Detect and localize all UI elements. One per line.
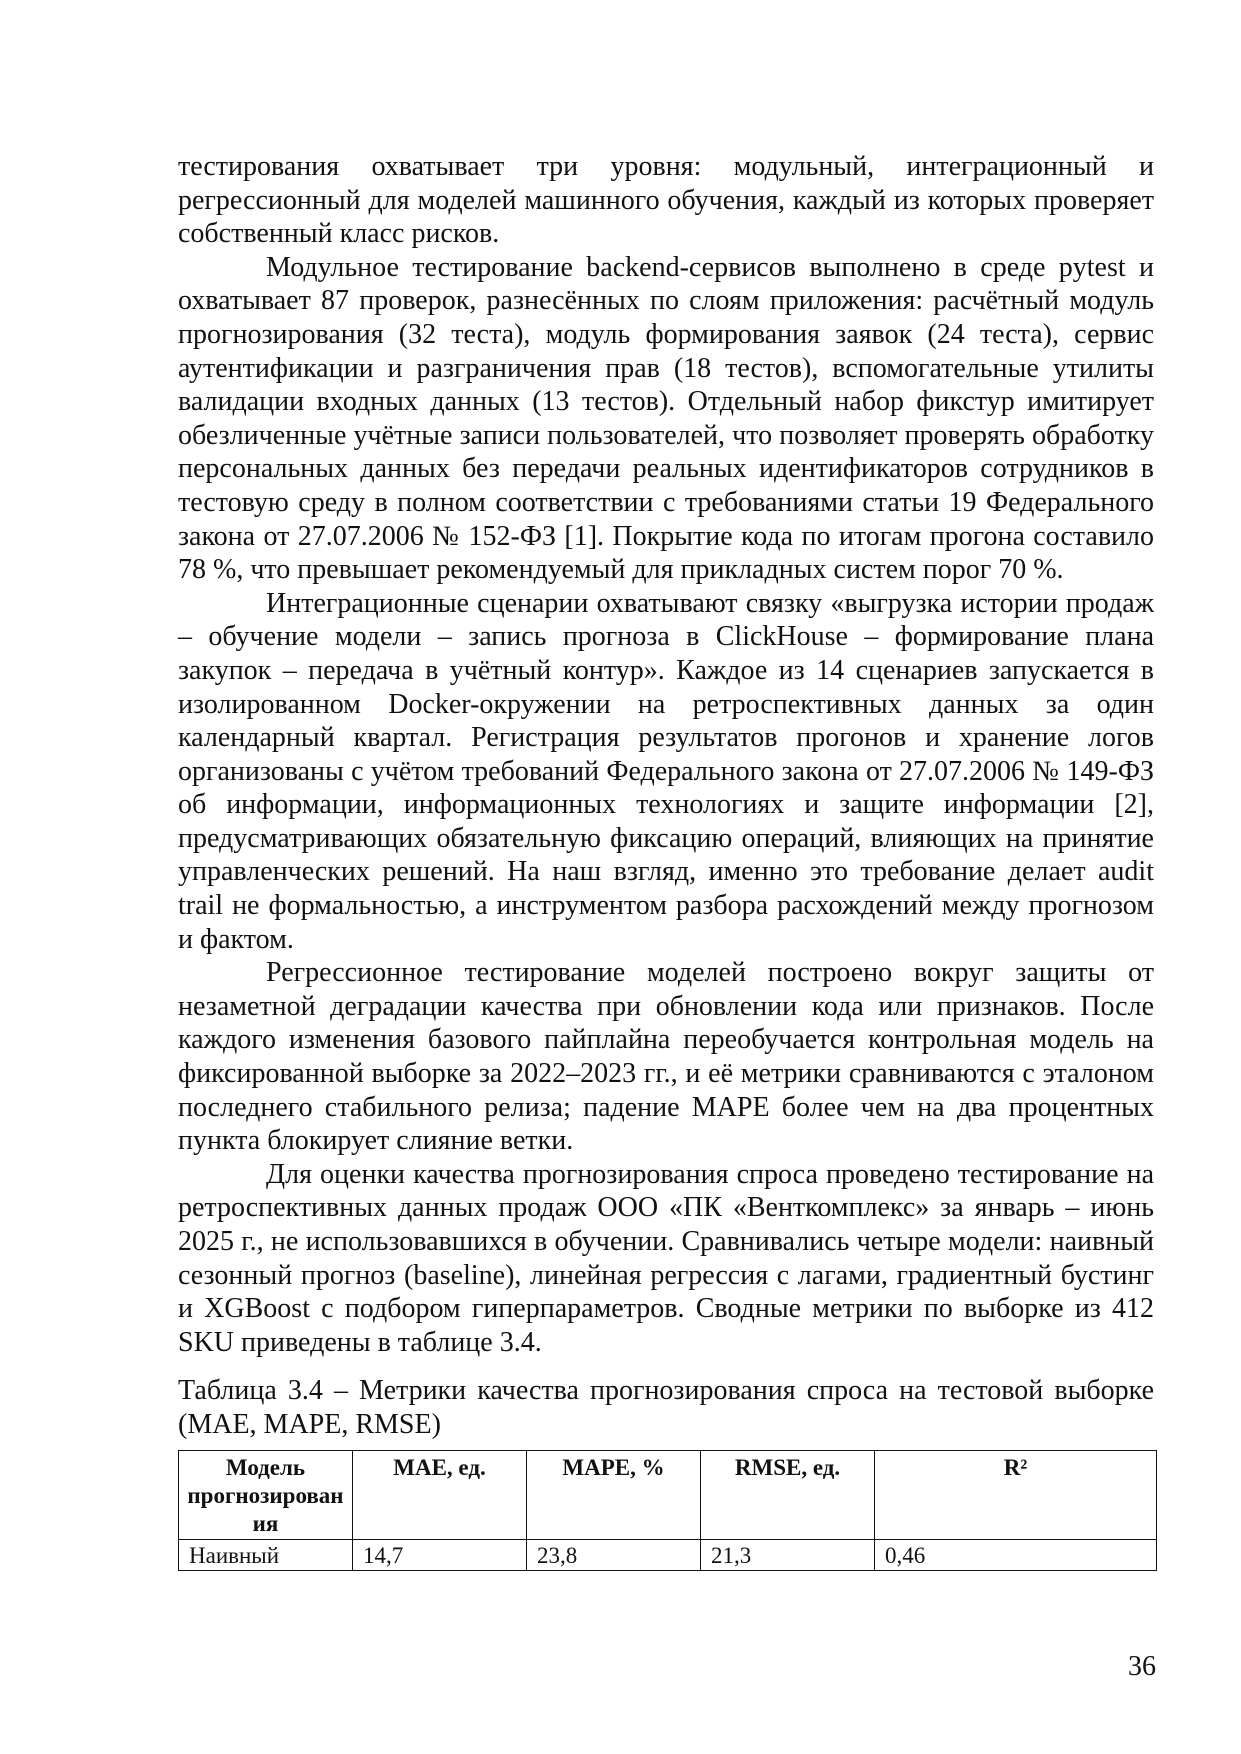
page-body — [178, 150, 1154, 1571]
cell-r2: 0,46 — [875, 1539, 1157, 1570]
paragraph-integration-testing: Интеграционные сценарии охватывают связку «выгрузка истории продаж – обучение модели – запись прогноза в ClickHouse – формирование плана закупок – передача в учётный контур». Каждое из 14 сценариев запускается в изолированном Docker-окружении на ретроспективных данных за один календарный квартал. Регистрация результатов прогонов и хранение логов организованы с учётом требований Федерального закона от 27.07.2006 № 149-ФЗ об информации, информационных технологиях и защите информации [2], предусматривающих обязательную фиксацию операций, влияющих на принятие управленческих решений. На наш взгляд, именно это требование делает audit trail не формальностью, а инструментом разбора расхождений между прогнозом и фактом. — [178, 587, 1154, 955]
paragraph-intro: тестирования охватывает три уровня: модульный, интеграционный и регрессионный для моделей машинного обучения, каждый из которых проверяет собственный класс рисков. — [178, 151, 1154, 250]
cell-mae: 14,7 — [353, 1539, 527, 1570]
metrics-table — [178, 1450, 1157, 1571]
paragraph-forecast-evaluation: Для оценки качества прогнозирования спроса проведено тестирование на ретроспективных данных продаж ООО «ПК «Венткомплекс» за январь – июнь 2025 г., не использовавшихся в обучении. Сравнивались четыре модели: наивный сезонный прогноз (baseline), линейная регрессия с лагами, градиентный бустинг и XGBoost с подбором гиперпараметров. Сводные метрики по выборке из 412 SKU приведены в таблице 3.4. — [178, 1158, 1154, 1358]
table-row — [179, 1539, 1157, 1570]
header-mape: MAPE, % — [527, 1450, 701, 1539]
table-caption: Таблица 3.4 – Метрики качества прогнозирования спроса на тестовой выборке (MAE, MAPE, RMSE) — [178, 1375, 1154, 1440]
cell-mape: 23,8 — [527, 1539, 701, 1570]
header-model: Модель прогнозирован ия — [179, 1450, 353, 1539]
paragraph-regression-testing: Регрессионное тестирование моделей построено вокруг защиты от незаметной деградации качества при обновлении кода или признаков. После каждого изменения базового пайплайна переобучается контрольная модель на фиксированной выборке за 2022–2023 гг., и её метрики сравниваются с эталоном последнего стабильного релиза; падение MAPE более чем на два процентных пункта блокирует слияние ветки. — [178, 957, 1154, 1157]
cell-rmse: 21,3 — [701, 1539, 875, 1570]
table-header-row — [179, 1450, 1157, 1539]
header-rmse: RMSE, ед. — [701, 1450, 875, 1539]
cell-model: Наивный — [179, 1539, 353, 1570]
header-r2: R² — [875, 1450, 1157, 1539]
paragraph-unit-testing: Модульное тестирование backend-сервисов выполнено в среде pytest и охватывает 87 проверок, разнесённых по слоям приложения: расчётный модуль прогнозирования (32 теста), модуль формирования заявок (24 теста), сервис аутентификации и разграничения прав (18 тестов), вспомогательные утилиты валидации входных данных (13 тестов). Отдельный набор фикстур имитирует обезличенные учётные записи пользователей, что позволяет проверять обработку персональных данных без передачи реальных идентификаторов сотрудников в тестовую среду в полном соответствии с требованиями статьи 19 Федерального закона от 27.07.2006 № 152-ФЗ [1]. Покрытие кода по итогам прогона составило 78 %, что превышает рекомендуемый для прикладных систем порог 70 %. — [178, 251, 1154, 586]
page-number: 36 — [1128, 1651, 1156, 1682]
header-mae: MAE, ед. — [353, 1450, 527, 1539]
